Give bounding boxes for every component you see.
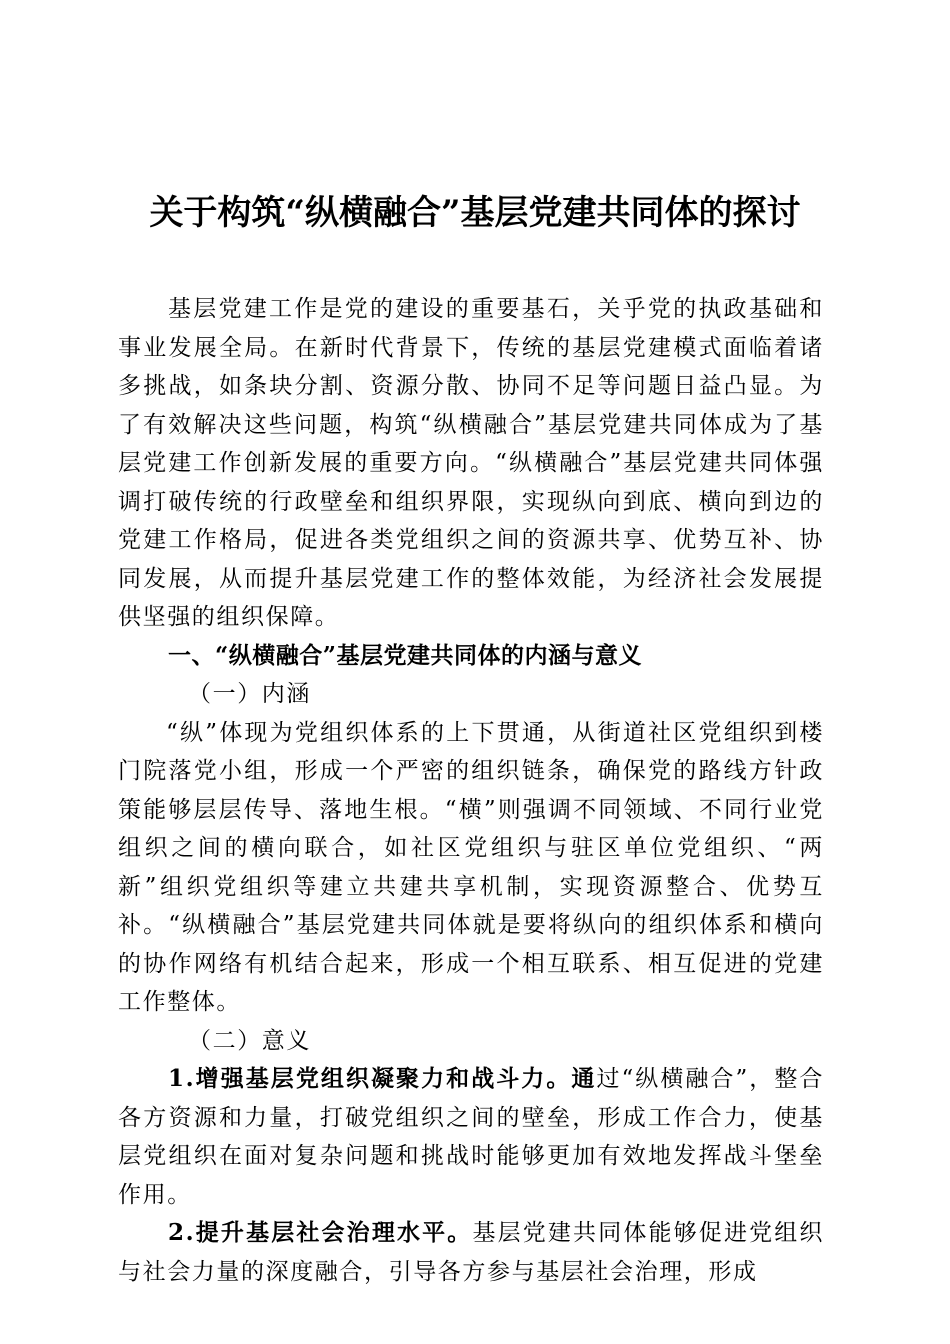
subsection-heading-connotation: （一）内涵 <box>188 681 311 707</box>
section-heading-1: 一、“纵横融合”基层党建共同体的内涵与意义 <box>168 641 642 669</box>
subsection-heading-significance: （二）意义 <box>188 1027 311 1054</box>
document-body <box>118 290 824 1291</box>
intro-paragraph: 基层党建工作是党的建设的重要基石，关乎党的执政基础和事业发展全局。在新时代背景下，传统的基层党建模式面临着诸多挑战，如条块分割、资源分散、协同不足等问题日益凸显。为了有效解决这些问题，构筑“纵横融合”基层党建共同体成为了基层党建工作创新发展的重要方向。“纵横融合”基层党建共同体强调打破传统的行政壁垒和组织界限，实现纵向到底、横向到边的党建工作格局，促进各类党组织之间的资源共享、优势互补、协同发展，从而提升基层党建工作的整体效能，为经济社会发展提供坚强的组织保障。 <box>118 296 824 630</box>
significance-point-2 <box>118 1214 824 1291</box>
point-1-lead: 1.增强基层党组织凝聚力和战斗力。通 <box>168 1065 597 1092</box>
significance-point-1 <box>118 1060 824 1214</box>
point-2-text: 基层党建共同体能够促进党组织与社会力量的深度融合，引导各方参与基层社会治理，形成 <box>118 1220 825 1285</box>
point-2-lead: 2.提升基层社会治理水平。 <box>168 1219 473 1246</box>
connotation-paragraph: “纵”体现为党组织体系的上下贯通，从街道社区党组织到楼门院落党小组，形成一个严密的组织链条，确保党的路线方针政策能够层层传导、落地生根。“横”则强调不同领域、不同行业党组织之间的横向联合，如社区党组织与驻区单位党组织、“两新”组织党组织等建立共建共享机制，实现资源整合、优势互补。“纵横融合”基层党建共同体就是要将纵向的组织体系和横向的协作网络有机结合起来，形成一个相互联系、相互促进的党建工作整体。 <box>118 719 824 1015</box>
document-title: 关于构筑“纵横融合”基层党建共同体的探讨 <box>149 193 801 233</box>
point-1-text: 过“纵横融合”，整合各方资源和力量，打破党组织之间的壁垒，形成工作合力，使基层党组织在面对复杂问题和挑战时能够更加有效地发挥战斗堡垒作用。 <box>118 1066 824 1208</box>
